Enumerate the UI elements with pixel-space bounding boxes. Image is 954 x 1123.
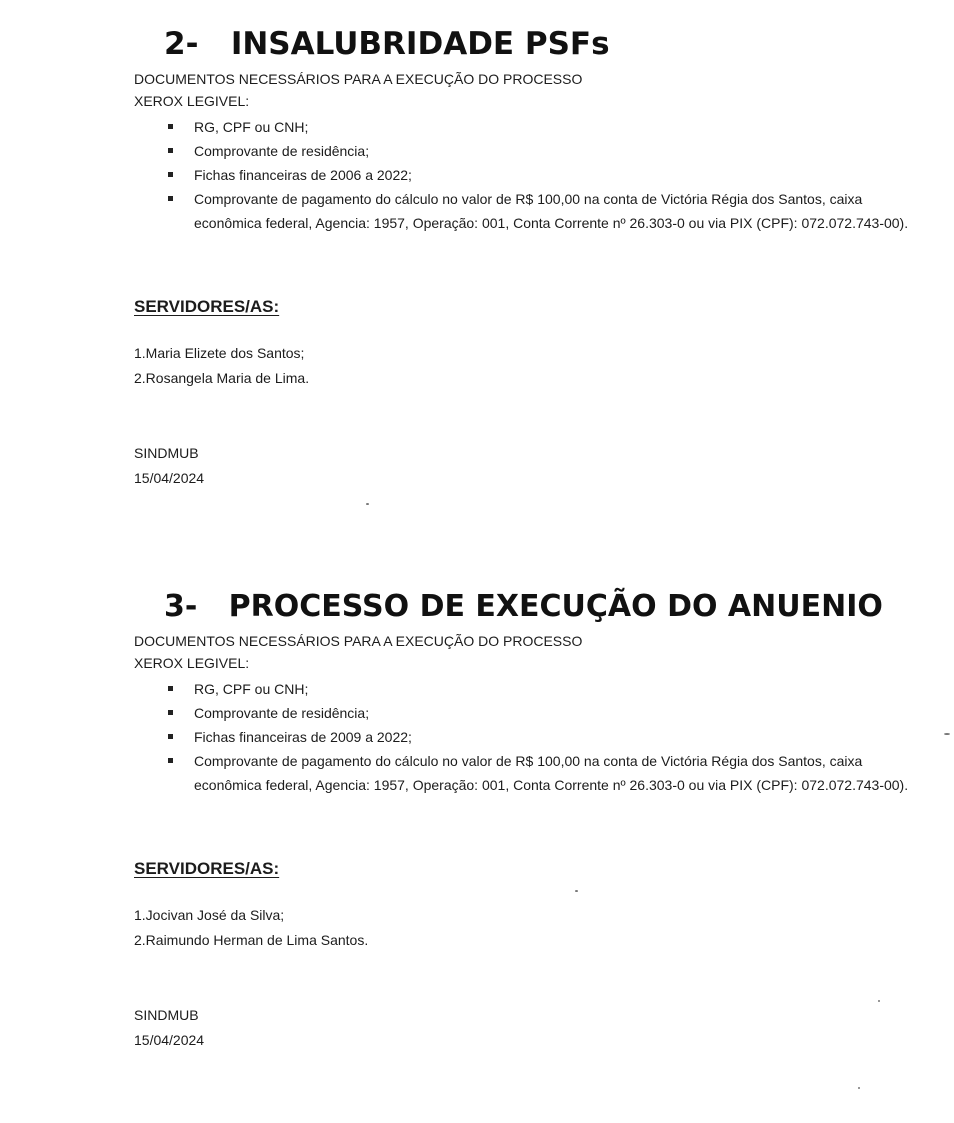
document-text: Comprovante de pagamento do cálculo no valor de R$ 100,00 na conta de Victória Régia dos Santos, caixa econômica federal, Agencia: 1957, Operação: 001, Conta Corrente nº 26.303-0 ou via PIX (CPF): 072.072.743-00).	[194, 753, 909, 793]
document-item	[164, 749, 914, 797]
server-item: 1.Jocivan José da Silva;	[134, 907, 285, 923]
document-text: Fichas financeiras de 2006 a 2022;	[194, 167, 412, 183]
servers-title: SERVIDORES/AS:	[134, 297, 280, 316]
document-item	[164, 677, 914, 701]
document-date: 15/04/2024	[134, 470, 205, 486]
document-item	[164, 115, 914, 139]
xerox-label: XEROX LEGIVEL:	[134, 655, 250, 671]
document-item	[164, 187, 914, 235]
scan-speck	[878, 1000, 880, 1002]
document-item	[164, 163, 914, 187]
scan-speck	[366, 503, 369, 505]
document-item	[164, 725, 914, 749]
document-text: RG, CPF ou CNH;	[194, 119, 309, 135]
bullet-icon	[168, 710, 173, 715]
document-text: Comprovante de residência;	[194, 143, 370, 159]
bullet-icon	[168, 172, 173, 177]
intro-text: DOCUMENTOS NECESSÁRIOS PARA A EXECUÇÃO DO PROCESSO	[134, 633, 583, 649]
scan-speck	[944, 733, 950, 735]
org-name: SINDMUB	[134, 445, 199, 461]
documents-list	[134, 115, 914, 235]
document-text: Comprovante de residência;	[194, 705, 370, 721]
bullet-icon	[168, 758, 173, 763]
document-text: Fichas financeiras de 2009 a 2022;	[194, 729, 412, 745]
documents-list	[134, 677, 914, 797]
scan-speck	[575, 890, 578, 892]
servers-list	[134, 341, 914, 391]
signature-block	[134, 1003, 914, 1053]
scan-speck	[858, 1087, 860, 1089]
server-item: 1.Maria Elizete dos Santos;	[134, 345, 305, 361]
server-item: 2.Raimundo Herman de Lima Santos.	[134, 932, 369, 948]
org-name: SINDMUB	[134, 1007, 199, 1023]
intro-text: DOCUMENTOS NECESSÁRIOS PARA A EXECUÇÃO DO PROCESSO	[134, 71, 583, 87]
section-insalubridade	[134, 20, 914, 491]
bullet-icon	[168, 686, 173, 691]
bullet-icon	[168, 124, 173, 129]
document-item	[164, 139, 914, 163]
bullet-icon	[168, 148, 173, 153]
document-date: 15/04/2024	[134, 1032, 205, 1048]
signature-block	[134, 441, 914, 491]
bullet-icon	[168, 734, 173, 739]
xerox-label: XEROX LEGIVEL:	[134, 93, 250, 109]
section-heading: 2- INSALUBRIDADE PSFs	[164, 26, 610, 62]
section-heading: 3- PROCESSO DE EXECUÇÃO DO ANUENIO	[164, 589, 883, 624]
bullet-icon	[168, 196, 173, 201]
servers-title: SERVIDORES/AS:	[134, 859, 280, 878]
server-item: 2.Rosangela Maria de Lima.	[134, 370, 310, 386]
document-item	[164, 701, 914, 725]
section-anuenio	[134, 584, 914, 1053]
document-text: Comprovante de pagamento do cálculo no valor de R$ 100,00 na conta de Victória Régia dos Santos, caixa econômica federal, Agencia: 1957, Operação: 001, Conta Corrente nº 26.303-0 ou via PIX (CPF): 072.072.743-00).	[194, 191, 909, 231]
servers-list	[134, 903, 914, 953]
document-text: RG, CPF ou CNH;	[194, 681, 309, 697]
